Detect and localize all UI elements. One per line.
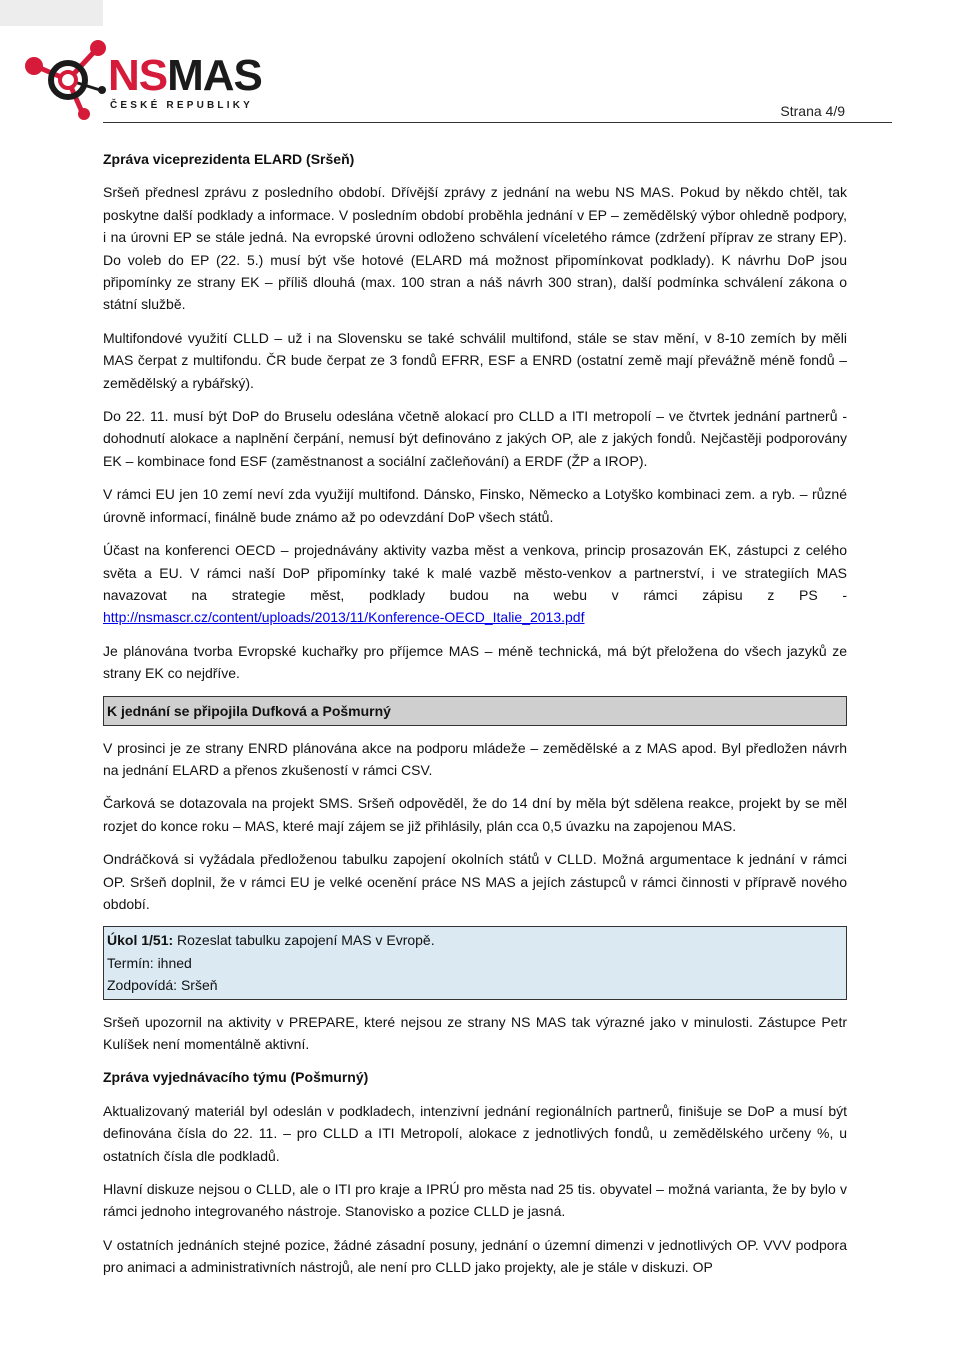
top-bar <box>0 0 103 26</box>
paragraph: Čarková se dotazovala na projekt SMS. Sršeň odpověděl, že do 14 dní by měla být sdělena reakce, projekt by se měl rozjet do konce roku – MAS, které mají zájem se již přihlásily, plán cca 0,5 úvazku na zapojenou MAS. <box>103 795 847 834</box>
section-heading: Zpráva vyjednávacího týmu (Pošmurný) <box>103 1069 369 1086</box>
section-heading: Zpráva viceprezidenta ELARD (Sršeň) <box>103 151 355 167</box>
logo-wordmark: NSMAS <box>108 51 262 100</box>
paragraph: Do 22. 11. musí být DoP do Bruselu odeslána včetně alokací pro CLLD a ITI metropolí – ve čtvrtek jednání partnerů - dohodnutí alokace a naplnění čerpání, nemusí být definováno z jakých OP, ale z jakých fondů. Nejčastěji podporovány EK – kombinace fond ESF (zaměstnanost a sociální začleňování) a ERDF (ŽP a IROP). <box>103 408 847 469</box>
paragraph: Účast na konferenci OECD – projednávány aktivity vazba měst a venkova, princip prosazován EK, zástupci z celého světa a EU. V rámci naší DoP připomínky také k malé vazbě město-venkov a partnerství, i ve strategiích MAS navazovat na strategie měst, podklady budou na webu v rámci zápisu z PS - http://nsmascr.cz/content/uploads/2013/11/Konference-OECD_Italie_2013.pdf <box>103 542 847 626</box>
paragraph: Je plánována tvorba Evropské kuchařky pro příjemce MAS – méně technická, má být přeložena do všech jazyků ze strany EK co nejdříve. <box>103 642 847 682</box>
paragraph: Aktualizovaný materiál byl odeslán v podkladech, intenzivní jednání regionálních partnerů, finišuje se DoP a musí být definována čísla do 22. 11. – pro CLLD a ITI Metropolí, alokace z jednotlivých fondů, u zemědělského určeny %, u ostatních čísla dle podkladů. <box>103 1102 847 1164</box>
paragraph: V prosinci je ze strany ENRD plánována akce na podporu mládeže – zemědělské a z MAS apod. Byl předložen návrh na jednání ELARD a přenos zkušeností v rámci CSV. <box>103 739 847 778</box>
paragraph: V ostatních jednáních stejné pozice, žádné zásadní posuny, jednání o územní dimenzi v jednotlivých OP. VVV podpora pro animaci a administrativních nástrojů, ale není pro CLLD jako projekty, ale je stále v diskuzi. OP <box>103 1236 847 1276</box>
task-line <box>107 929 843 951</box>
document-body <box>103 148 847 1290</box>
paragraph: V rámci EU jen 10 zemí neví zda využijí multifond. Dánsko, Finsko, Německo a Lotyško kombinaci zem. a ryb. – různé úrovně informací, finálně bude známo až po odevzdání DoP všech států. <box>103 486 847 525</box>
nsmas-logo <box>22 38 262 120</box>
task-label: Úkol 1/51: <box>107 932 174 949</box>
task-text: Rozeslat tabulku zapojení MAS v Evropě. <box>173 932 435 949</box>
header-divider <box>103 122 892 123</box>
molecule-logo-icon <box>22 38 112 120</box>
task-box <box>103 926 847 999</box>
paragraph: Ondráčková si vyžádala předloženou tabulku zapojení okolních států v CLLD. Možná argumentace k jednání v rámci OP. Sršeň doplnil, že v rámci EU je velké ocenění práce NS MAS a jejích zástupců v rámci činnosti v přípravě nového období. <box>103 851 847 912</box>
oecd-conference-link[interactable]: http://nsmascr.cz/content/uploads/2013/11/Konference-OECD_Italie_2013.pdf <box>103 609 585 626</box>
logo-subtitle: ČESKÉ REPUBLIKY <box>110 100 254 111</box>
paragraph: Sršeň přednesl zprávu z posledního období. Dřívější zprávy z jednání na webu NS MAS. Pokud by někdo chtěl, tak poskytne další podklady a informace. V posledním období proběhla jednání v EP – zemědělský výbor ohledně podpory, i na úrovni EP se stále jedná. Na evropské úrovni odloženo schválení víceletého rámce (zdržení příprav ze strany EP). Do voleb do EP (22. 5.) musí být vše hotové (ELARD má možnost připomínkovat podklady). K návrhu DoP jsou připomínky ze strany EK – příliš dlouhá (max. 100 stran a náš návrh 300 stran), další podmínka schválení zákona o státní službě. <box>103 184 847 313</box>
paragraph: Multifondové využití CLLD – už i na Slovensku se také schválil multifond, stále se stav mění, v 8-10 zemích by měli MAS čerpat z multifondu. ČR bude čerpat ze 3 fondů EFRR, ESF a ENRD (ostatní země mají převážně méně fondů – zemědělský a rybářský). <box>103 329 847 391</box>
page-number: Strana 4/9 <box>780 103 845 119</box>
section-heading-box: K jednání se připojila Dufková a Pošmurný <box>103 696 847 726</box>
paragraph: Hlavní diskuze nejsou o CLLD, ale o ITI pro kraje a IPRÚ pro města nad 25 tis. obyvatel – možná varianta, že by bylo v rámci jednoho integrovaného nástroje. Stanovisko a pozice CLLD je jasná. <box>103 1181 847 1220</box>
task-responsible: Zodpovídá: Sršeň <box>107 977 218 994</box>
paragraph: Sršeň upozornil na aktivity v PREPARE, které nejsou ze strany NS MAS tak výrazné jako v minulosti. Zástupce Petr Kulíšek není momentálně aktivní. <box>103 1013 847 1052</box>
task-deadline: Termín: ihned <box>107 954 192 971</box>
